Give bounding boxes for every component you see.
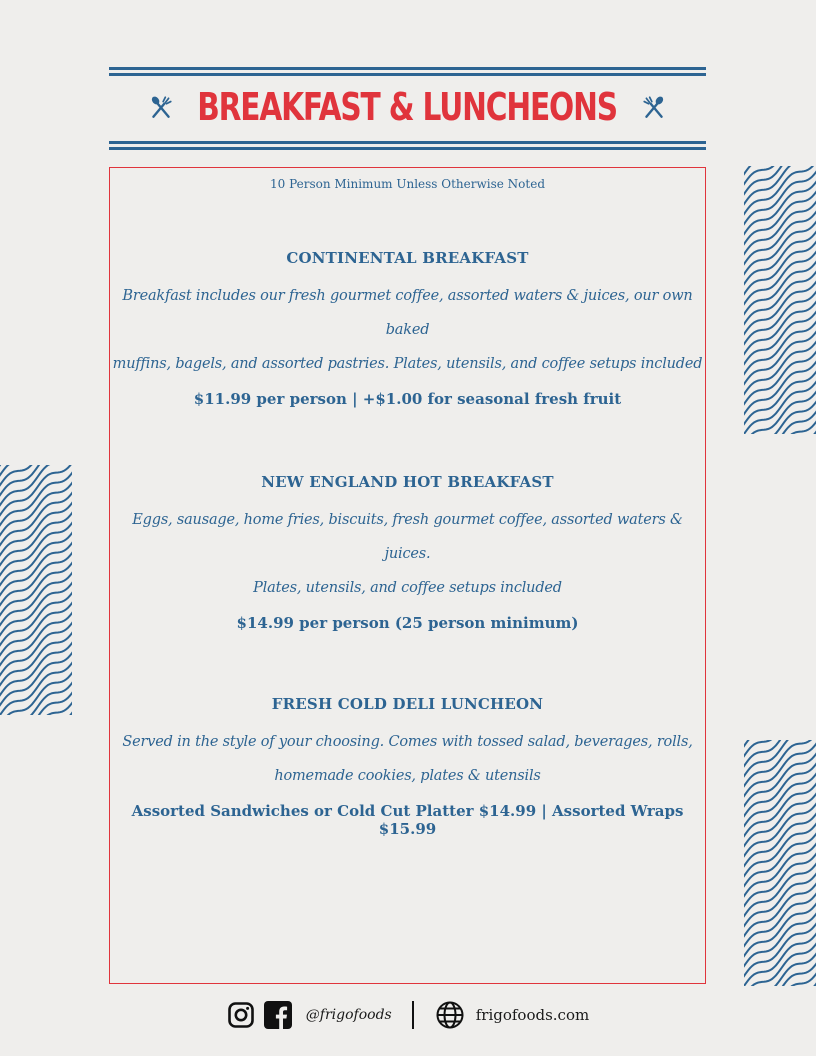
fork-spoon-icon (148, 94, 174, 120)
header-rule-bottom-1 (109, 141, 706, 144)
header (109, 80, 706, 134)
description-line: Plates, utensils, and coffee setups included (253, 580, 562, 596)
description-line: Eggs, sausage, home fries, biscuits, fresh gourmet coffee, assorted waters & juices. (132, 512, 683, 562)
section-heading: CONTINENTAL BREAKFAST (286, 249, 529, 267)
footer (0, 998, 816, 1032)
footer-divider (412, 1001, 414, 1029)
header-rule-bottom-2 (109, 147, 706, 150)
menu-section-continental (110, 249, 705, 408)
description-line: homemade cookies, plates & utensils (274, 768, 541, 784)
header-rule-top-2 (109, 73, 706, 76)
section-price: $11.99 per person | +$1.00 for seasonal fresh fruit (193, 390, 622, 408)
description-line: muffins, bagels, and assorted pastries. Plates, utensils, and coffee setups included (112, 356, 703, 372)
section-price: $14.99 per person (25 person minimum) (236, 614, 579, 632)
facebook-icon[interactable] (264, 1001, 292, 1029)
section-description (110, 503, 705, 605)
header-rule-top-1 (109, 67, 706, 70)
social-handle[interactable]: @frigofoods (305, 1007, 392, 1023)
instagram-icon[interactable] (227, 1001, 255, 1029)
menu-section-new-england (110, 473, 705, 632)
minimum-note: 10 Person Minimum Unless Otherwise Noted (269, 177, 546, 191)
description-line: Breakfast includes our fresh gourmet coffee, assorted waters & juices, our own baked (122, 288, 693, 338)
wave-pattern-left (0, 465, 72, 715)
menu-section-deli (110, 695, 705, 838)
globe-icon (436, 1001, 464, 1029)
section-heading: FRESH COLD DELI LUNCHEON (271, 695, 544, 713)
menu-frame (109, 167, 706, 984)
wave-pattern-right-top (744, 166, 816, 434)
section-description (110, 725, 705, 793)
section-heading: NEW ENGLAND HOT BREAKFAST (261, 473, 554, 491)
fork-spoon-icon (641, 94, 667, 120)
section-price: Assorted Sandwiches or Cold Cut Platter $14.99 | Assorted Wraps $15.99 (131, 802, 684, 838)
wave-pattern-right-bottom (744, 740, 816, 986)
website-link[interactable]: frigofoods.com (475, 1006, 590, 1024)
page-title: BREAKFAST & LUNCHEONS (197, 85, 618, 129)
section-description (110, 279, 705, 381)
description-line: Served in the style of your choosing. Comes with tossed salad, beverages, rolls, (122, 734, 693, 750)
